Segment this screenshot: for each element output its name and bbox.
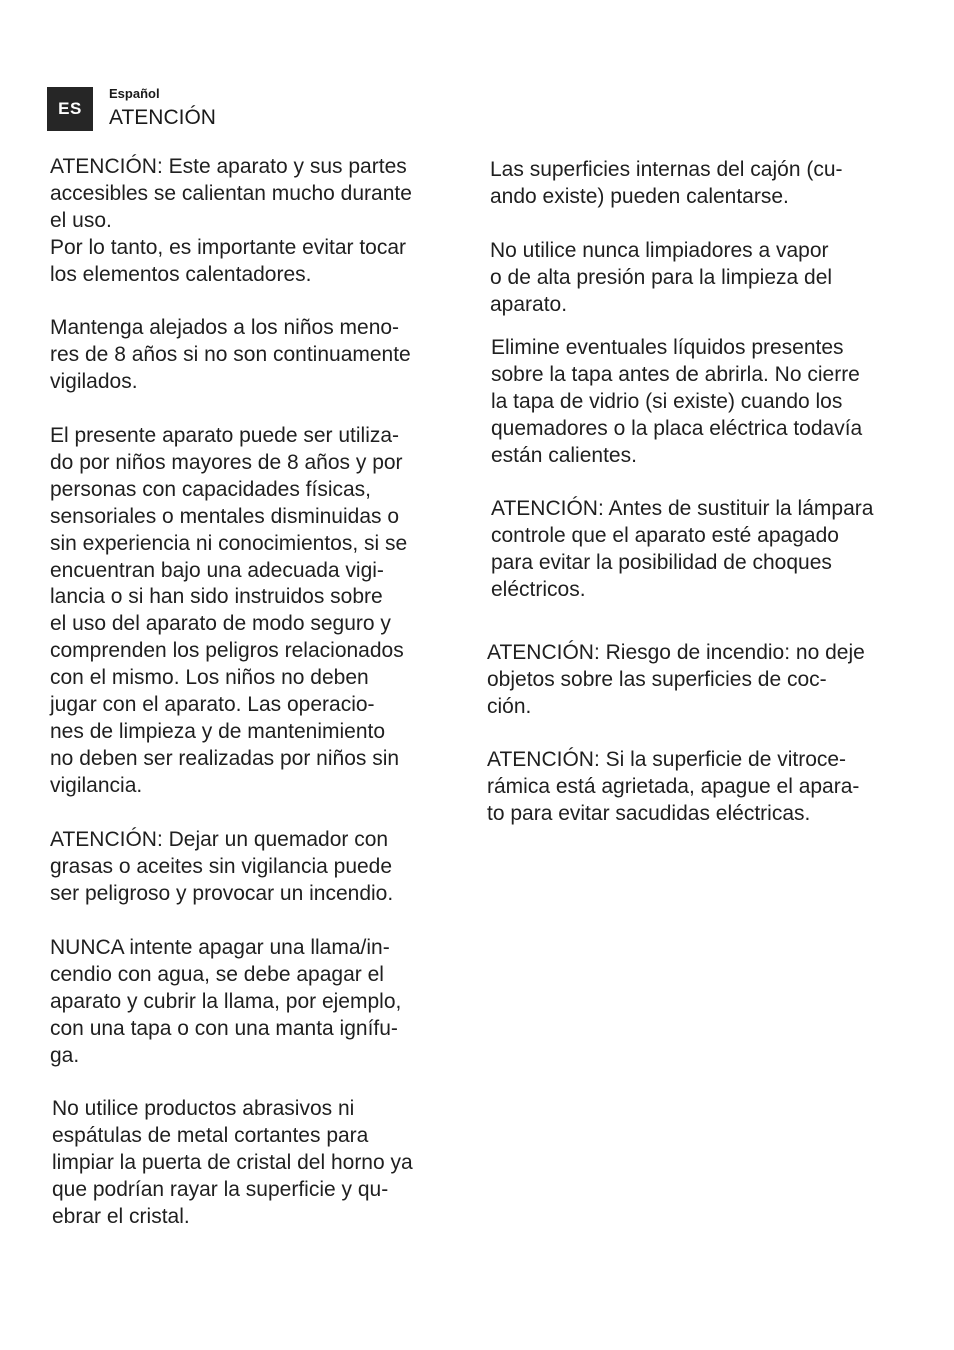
warning-lamp-replacement: ATENCIÓN: Antes de sustituir la lámpara controle que el aparato esté apagado para evitar la posibilidad de choques eléctricos. (491, 497, 874, 601)
warning-children-under-8: Mantenga alejados a los niños meno- res de 8 años si no son continuamente vigilados. (50, 316, 411, 393)
notice-children-supervision: El presente aparato puede ser utiliza- do por niños mayores de 8 años y por personas con capacidades físicas, sensoriales o mentales disminuidas o sin experiencia ni conocimientos, si se encuentran bajo una adecuada vigi- lancia o si han sido instruidos sobre el uso del aparato de modo seguro y comprenden los peligros relacionados con el mismo. Los niños no deben jugar con el aparato. Las operacio- nes de limpieza y de mantenimiento no deben ser realizadas por niños sin vigilancia. (50, 424, 408, 797)
section-title: ATENCIÓN (109, 106, 216, 129)
warning-fire-risk: ATENCIÓN: Riesgo de incendio: no deje objetos sobre las superficies de coc- ción. (487, 641, 865, 718)
notice-no-steam-cleaners: No utilice nunca limpiadores a vapor o de alta presión para la limpieza del aparato. (490, 239, 833, 316)
warning-hot-surfaces: ATENCIÓN: Este aparato y sus partes accesibles se calientan mucho durante el uso. Por lo tanto, es importante evitar tocar los elementos calentadores. (50, 155, 412, 286)
notice-no-abrasives: No utilice productos abrasivos ni espátulas de metal cortantes para limpiar la puerta de cristal del horno ya que podrían rayar la superficie y qu- ebrar el cristal. (52, 1097, 413, 1228)
language-badge: ES (47, 87, 93, 131)
warning-unattended-burner: ATENCIÓN: Dejar un quemador con grasas o aceites sin vigilancia puede ser peligroso y provocar un incendio. (50, 828, 394, 905)
warning-cracked-ceramic: ATENCIÓN: Si la superficie de vitroce- rámica está agrietada, apague el apara- to para evitar sacudidas eléctricas. (487, 748, 860, 825)
language-name: Español (109, 86, 160, 101)
warning-never-water-fire: NUNCA intente apagar una llama/in- cendio con agua, se debe apagar el aparato y cubrir la llama, por ejemplo, con una tapa o con una manta ignífu- ga. (50, 936, 402, 1067)
notice-remove-liquids-lid: Elimine eventuales líquidos presentes sobre la tapa antes de abrirla. No cierre la tapa de vidrio (si existe) cuando los quemadores o la placa eléctrica todavía están calientes. (491, 336, 863, 467)
notice-drawer-hot: Las superficies internas del cajón (cu- ando existe) pueden calentarse. (490, 158, 843, 208)
